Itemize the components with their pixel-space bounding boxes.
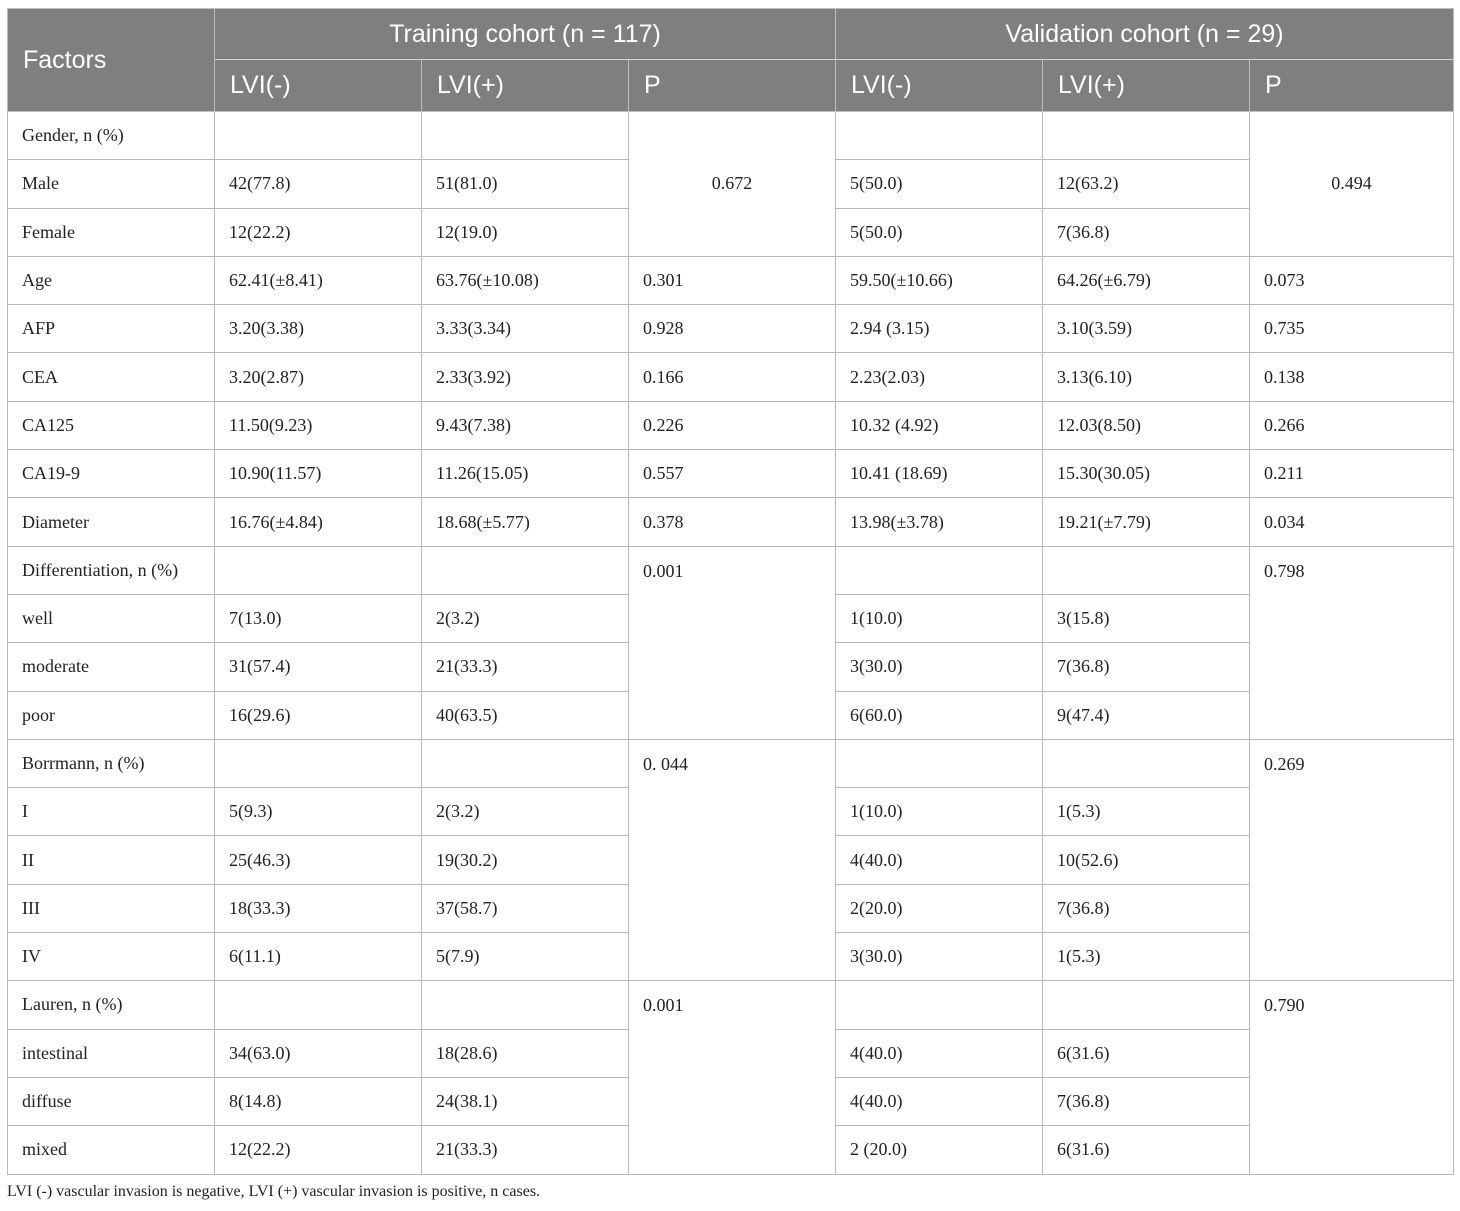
cell-validation-p: 0.735: [1250, 305, 1454, 353]
cell-training-lvi-pos: 40(63.5): [422, 691, 629, 739]
row-label: IV: [8, 933, 215, 981]
row-label: CA19-9: [8, 450, 215, 498]
cell-validation-p: 0.211: [1250, 450, 1454, 498]
cell-empty: [422, 112, 629, 160]
row-label: Borrmann, n (%): [8, 739, 215, 787]
row-label: well: [8, 594, 215, 642]
table-row: [8, 353, 1454, 401]
cell-training-lvi-pos: 18.68(±5.77): [422, 498, 629, 546]
cell-validation-lvi-neg: 2.23(2.03): [836, 353, 1043, 401]
table-row: [8, 401, 1454, 449]
table-row: [8, 981, 1454, 1029]
cell-validation-p: 0.034: [1250, 498, 1454, 546]
table-row: [8, 112, 1454, 160]
header-factors: Factors: [8, 9, 215, 112]
row-label: III: [8, 884, 215, 932]
cell-validation-lvi-neg: 2(20.0): [836, 884, 1043, 932]
cell-validation-lvi-neg: 10.32 (4.92): [836, 401, 1043, 449]
cell-training-lvi-neg: 12(22.2): [215, 1126, 422, 1174]
cell-validation-lvi-pos: 7(36.8): [1043, 208, 1250, 256]
cell-training-p: 0.928: [629, 305, 836, 353]
cell-empty: [215, 546, 422, 594]
cell-validation-lvi-pos: 3.10(3.59): [1043, 305, 1250, 353]
cell-empty: [422, 546, 629, 594]
row-label: Female: [8, 208, 215, 256]
cell-empty: [422, 981, 629, 1029]
cell-training-lvi-neg: 6(11.1): [215, 933, 422, 981]
header-validation-lvi-neg: LVI(-): [836, 60, 1043, 112]
table-row: [8, 739, 1454, 787]
cell-validation-lvi-pos: 19.21(±7.79): [1043, 498, 1250, 546]
cell-training-lvi-pos: 2.33(3.92): [422, 353, 629, 401]
cell-training-lvi-pos: 5(7.9): [422, 933, 629, 981]
cell-training-lvi-neg: 16.76(±4.84): [215, 498, 422, 546]
cell-validation-p: 0.073: [1250, 256, 1454, 304]
cell-training-p: 0.001: [629, 546, 836, 739]
cell-empty: [836, 739, 1043, 787]
cell-validation-lvi-pos: 10(52.6): [1043, 836, 1250, 884]
row-label: CEA: [8, 353, 215, 401]
header-training-lvi-pos: LVI(+): [422, 60, 629, 112]
cell-validation-lvi-pos: 6(31.6): [1043, 1029, 1250, 1077]
row-label: I: [8, 788, 215, 836]
cell-training-lvi-neg: 7(13.0): [215, 594, 422, 642]
cell-training-lvi-neg: 31(57.4): [215, 643, 422, 691]
header-validation-p: P: [1250, 60, 1454, 112]
cell-training-lvi-pos: 51(81.0): [422, 160, 629, 208]
cell-validation-lvi-pos: 9(47.4): [1043, 691, 1250, 739]
cell-validation-lvi-neg: 2.94 (3.15): [836, 305, 1043, 353]
cell-validation-lvi-pos: 7(36.8): [1043, 1077, 1250, 1125]
table-row: [8, 546, 1454, 594]
cell-validation-p: 0.138: [1250, 353, 1454, 401]
data-table-container: [7, 8, 1453, 1175]
cell-empty: [422, 739, 629, 787]
cell-empty: [215, 112, 422, 160]
cell-validation-lvi-pos: 7(36.8): [1043, 643, 1250, 691]
cell-validation-lvi-neg: 4(40.0): [836, 836, 1043, 884]
row-label: Diameter: [8, 498, 215, 546]
cell-training-p: 0.001: [629, 981, 836, 1174]
cell-validation-lvi-pos: 12(63.2): [1043, 160, 1250, 208]
cell-validation-lvi-neg: 59.50(±10.66): [836, 256, 1043, 304]
cell-training-lvi-neg: 34(63.0): [215, 1029, 422, 1077]
cell-validation-lvi-pos: 1(5.3): [1043, 933, 1250, 981]
cell-validation-lvi-neg: 10.41 (18.69): [836, 450, 1043, 498]
cell-training-lvi-neg: 10.90(11.57): [215, 450, 422, 498]
cell-validation-p: 0.790: [1250, 981, 1454, 1174]
cell-training-lvi-pos: 11.26(15.05): [422, 450, 629, 498]
cell-validation-lvi-neg: 1(10.0): [836, 594, 1043, 642]
header-training-lvi-neg: LVI(-): [215, 60, 422, 112]
cell-empty: [1043, 739, 1250, 787]
cell-training-lvi-pos: 19(30.2): [422, 836, 629, 884]
cell-validation-lvi-pos: 6(31.6): [1043, 1126, 1250, 1174]
cell-training-p: 0.166: [629, 353, 836, 401]
cell-validation-lvi-neg: 4(40.0): [836, 1029, 1043, 1077]
header-validation-cohort: Validation cohort (n = 29): [836, 9, 1454, 60]
cell-training-lvi-pos: 9.43(7.38): [422, 401, 629, 449]
cell-validation-p: 0.494: [1250, 112, 1454, 257]
cell-training-lvi-pos: 24(38.1): [422, 1077, 629, 1125]
cell-validation-lvi-neg: 1(10.0): [836, 788, 1043, 836]
cell-validation-lvi-pos: 1(5.3): [1043, 788, 1250, 836]
cell-training-lvi-pos: 63.76(±10.08): [422, 256, 629, 304]
row-label: II: [8, 836, 215, 884]
cell-training-lvi-neg: 3.20(3.38): [215, 305, 422, 353]
table-row: [8, 305, 1454, 353]
cell-validation-lvi-neg: 4(40.0): [836, 1077, 1043, 1125]
cell-empty: [836, 546, 1043, 594]
cell-validation-lvi-neg: 5(50.0): [836, 208, 1043, 256]
cell-empty: [215, 739, 422, 787]
cell-training-lvi-neg: 11.50(9.23): [215, 401, 422, 449]
row-label: CA125: [8, 401, 215, 449]
table-footnote: LVI (-) vascular invasion is negative, LVI (+) vascular invasion is positive, n cases.: [7, 1183, 541, 1200]
row-label: Male: [8, 160, 215, 208]
cell-training-p: 0.301: [629, 256, 836, 304]
cell-validation-lvi-pos: 64.26(±6.79): [1043, 256, 1250, 304]
row-label: mixed: [8, 1126, 215, 1174]
cell-empty: [836, 981, 1043, 1029]
cell-empty: [836, 112, 1043, 160]
cell-training-lvi-neg: 16(29.6): [215, 691, 422, 739]
cell-validation-lvi-neg: 6(60.0): [836, 691, 1043, 739]
table-row: [8, 498, 1454, 546]
cell-validation-lvi-pos: 12.03(8.50): [1043, 401, 1250, 449]
row-label: moderate: [8, 643, 215, 691]
row-label: intestinal: [8, 1029, 215, 1077]
table-header: [8, 9, 1454, 112]
cell-training-lvi-pos: 2(3.2): [422, 788, 629, 836]
cell-training-lvi-pos: 3.33(3.34): [422, 305, 629, 353]
cell-empty: [1043, 112, 1250, 160]
table-body: [8, 112, 1454, 1175]
cell-training-p: 0.226: [629, 401, 836, 449]
cell-training-lvi-neg: 25(46.3): [215, 836, 422, 884]
cell-training-p: 0.378: [629, 498, 836, 546]
cell-training-p: 0. 044: [629, 739, 836, 980]
cell-training-p: 0.672: [629, 112, 836, 257]
cell-empty: [215, 981, 422, 1029]
header-training-p: P: [629, 60, 836, 112]
table-row: [8, 450, 1454, 498]
lvi-comparison-table: [7, 8, 1454, 1175]
cell-training-lvi-neg: 18(33.3): [215, 884, 422, 932]
cell-empty: [1043, 546, 1250, 594]
row-label: Lauren, n (%): [8, 981, 215, 1029]
cell-training-lvi-neg: 5(9.3): [215, 788, 422, 836]
cell-validation-p: 0.266: [1250, 401, 1454, 449]
row-label: poor: [8, 691, 215, 739]
cell-training-lvi-pos: 18(28.6): [422, 1029, 629, 1077]
cell-validation-lvi-neg: 5(50.0): [836, 160, 1043, 208]
cell-training-lvi-pos: 21(33.3): [422, 643, 629, 691]
cell-validation-lvi-pos: 7(36.8): [1043, 884, 1250, 932]
header-training-cohort: Training cohort (n = 117): [215, 9, 836, 60]
cell-validation-lvi-pos: 3.13(6.10): [1043, 353, 1250, 401]
cell-validation-lvi-neg: 3(30.0): [836, 933, 1043, 981]
cell-training-lvi-neg: 8(14.8): [215, 1077, 422, 1125]
cell-training-lvi-pos: 2(3.2): [422, 594, 629, 642]
row-label: Gender, n (%): [8, 112, 215, 160]
cell-training-lvi-neg: 62.41(±8.41): [215, 256, 422, 304]
cell-training-lvi-neg: 42(77.8): [215, 160, 422, 208]
cell-validation-lvi-pos: 3(15.8): [1043, 594, 1250, 642]
row-label: Differentiation, n (%): [8, 546, 215, 594]
header-validation-lvi-pos: LVI(+): [1043, 60, 1250, 112]
row-label: diffuse: [8, 1077, 215, 1125]
cell-validation-lvi-pos: 15.30(30.05): [1043, 450, 1250, 498]
cell-training-lvi-pos: 21(33.3): [422, 1126, 629, 1174]
cell-training-lvi-pos: 37(58.7): [422, 884, 629, 932]
cell-validation-lvi-neg: 13.98(±3.78): [836, 498, 1043, 546]
row-label: Age: [8, 256, 215, 304]
cell-empty: [1043, 981, 1250, 1029]
cell-validation-p: 0.269: [1250, 739, 1454, 980]
cell-validation-lvi-neg: 2 (20.0): [836, 1126, 1043, 1174]
table-row: [8, 256, 1454, 304]
cell-training-lvi-neg: 12(22.2): [215, 208, 422, 256]
cell-training-p: 0.557: [629, 450, 836, 498]
cell-validation-lvi-neg: 3(30.0): [836, 643, 1043, 691]
cell-validation-p: 0.798: [1250, 546, 1454, 739]
cell-training-lvi-pos: 12(19.0): [422, 208, 629, 256]
cell-training-lvi-neg: 3.20(2.87): [215, 353, 422, 401]
row-label: AFP: [8, 305, 215, 353]
